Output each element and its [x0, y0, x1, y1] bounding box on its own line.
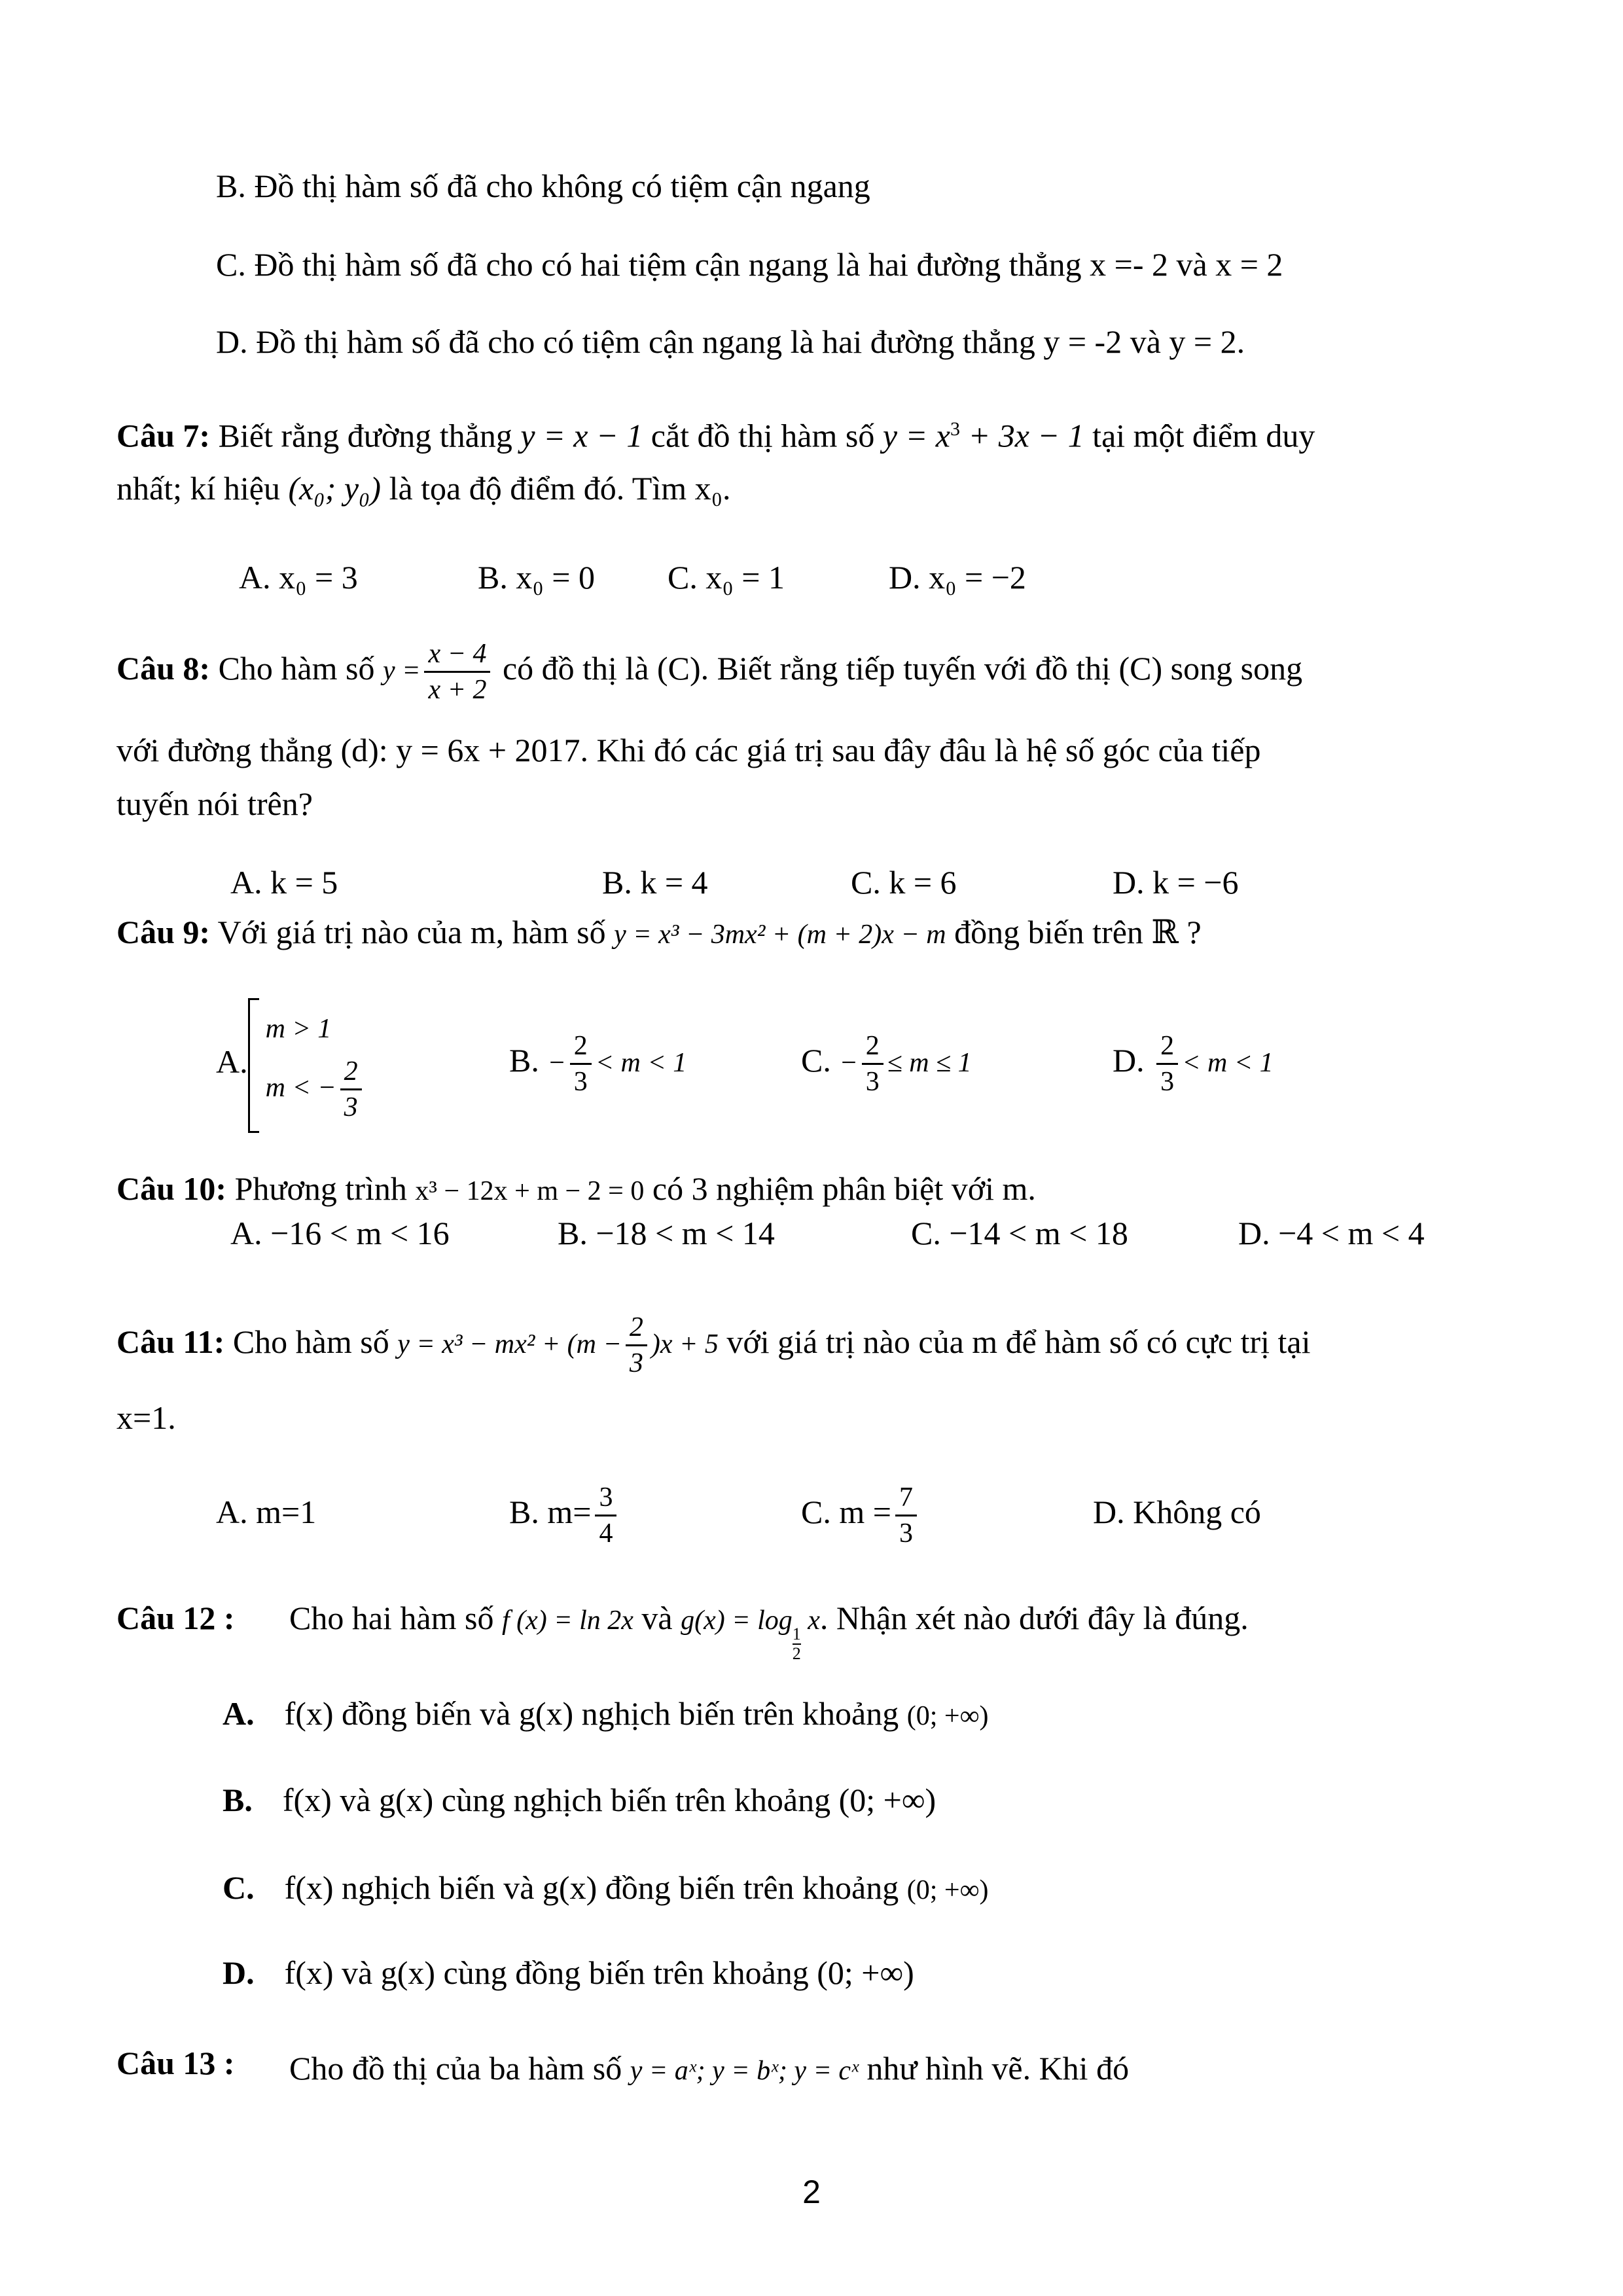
- q10-stem: Câu 10: Phương trình x³ − 12x + m − 2 = 0 có 3 nghiệm phân biệt với m.: [116, 1170, 1036, 1207]
- q8-stem-line2: với đường thẳng (d): y = 6x + 2017. Khi đó các giá trị sau đây đâu là hệ số góc của tiếp: [116, 732, 1261, 768]
- q7-stem: Câu 7: Biết rằng đường thẳng y = x − 1 cắt đồ thị hàm số $y = x^3 + 3x - 1$ tại một điểm duy: [116, 417, 1315, 454]
- q7-stem-line2: nhất; kí hiệu (x₀; y₀) là tọa độ điểm đó. Tìm x₀.: [116, 470, 731, 507]
- q10-option-c: C. −14 < m < 18: [911, 1215, 1128, 1251]
- q6-option-d: D. Đồ thị hàm số đã cho có tiệm cận ngang là hai đường thẳng y = -2 và y = 2.: [216, 323, 1245, 360]
- q8-fraction: $\frac{x - 4}{x + 2}$: [424, 637, 490, 707]
- q9-option-a: A. m > 1 m < − $\frac{2}{3}$: [216, 990, 366, 1134]
- q12-stem-text: Cho hai hàm số f (x) = ln 2x và g(x) = log $\frac{1}{2}$ x. Nhận xét nào dưới đây là đúng.: [289, 1600, 1249, 1663]
- q7-option-b: B. x₀ = 0: [478, 559, 595, 596]
- q11-option-d: D. Không có: [1093, 1494, 1261, 1530]
- q11-option-c: C. m = $\frac{7}{3}$: [801, 1473, 921, 1551]
- q10-option-b: B. −18 < m < 14: [558, 1215, 775, 1251]
- q8-option-d: D. k = −6: [1113, 864, 1239, 901]
- q13-stem-text: Cho đồ thị của ba hàm số y = aˣ; y = bˣ; y = cˣ như hình vẽ. Khi đó: [289, 2050, 1130, 2087]
- q8-option-b: B. k = 4: [602, 864, 708, 901]
- q10-eq: x³ − 12x + m − 2 = 0: [415, 1176, 645, 1206]
- q7-text-2: cắt đồ thị hàm số: [643, 417, 883, 454]
- q11-stem-line2: x=1.: [116, 1399, 176, 1436]
- q11-label: Câu 11:: [116, 1323, 225, 1360]
- q12-option-b: B. f(x) và g(x) cùng nghịch biến trên khoảng (0; +∞): [223, 1782, 936, 1818]
- q13-label: Câu 13 :: [116, 2045, 235, 2081]
- q7-text-3: tại một điểm duy: [1084, 417, 1315, 454]
- q9-option-c: C. − $\frac{2}{3}$ ≤ m ≤ 1: [801, 1021, 972, 1102]
- q10-label: Câu 10:: [116, 1170, 227, 1207]
- q7-label: Câu 7:: [116, 417, 211, 454]
- q8-option-a: A. k = 5: [230, 864, 338, 901]
- q12-label: Câu 12 :: [116, 1600, 235, 1636]
- q8-stem-line3: tuyến nói trên?: [116, 785, 313, 822]
- q7-option-c: C. x₀ = 1: [668, 559, 785, 596]
- q7-eq-cubic-b: + 3x − 1: [959, 417, 1084, 454]
- q9-option-d: D. $\frac{2}{3}$ < m < 1: [1113, 1021, 1274, 1102]
- q9-eq: y = x³ − 3mx² + (m + 2)x − m: [614, 920, 946, 950]
- q10-option-a: A. −16 < m < 16: [230, 1215, 450, 1251]
- q7-eq-line: y = x − 1: [520, 417, 643, 454]
- q9-label: Câu 9:: [116, 914, 211, 950]
- q6-option-c: C. Đồ thị hàm số đã cho có hai tiệm cận ngang là hai đường thẳng x =- 2 và x = 2: [216, 246, 1283, 283]
- q11-stem: Câu 11: Cho hàm số y = x³ − mx² + (m − $\frac{2}{3}$ )x + 5 với giá trị nào của m để hàm số có cực trị tại: [116, 1302, 1310, 1384]
- q10-option-d: D. −4 < m < 4: [1238, 1215, 1425, 1251]
- q8-label: Câu 8:: [116, 650, 211, 687]
- q9-option-b: B. − $\frac{2}{3}$ < m < 1: [509, 1021, 687, 1102]
- q7-option-d: D. x₀ = −2: [889, 559, 1026, 596]
- q11-option-a: A. m=1: [216, 1494, 317, 1530]
- q7-option-a: A. x₀ = 3: [239, 559, 358, 596]
- q12-option-c: C. f(x) nghịch biến và g(x) đồng biến trên khoảng (0; +∞): [223, 1869, 989, 1906]
- q7-point: (x₀; y₀): [288, 470, 382, 507]
- q7-eq-cubic-a: y = x: [882, 417, 950, 454]
- q6-option-b: B. Đồ thị hàm số đã cho không có tiệm cận ngang: [216, 168, 870, 204]
- q9-stem: Câu 9: Với giá trị nào của m, hàm số y = x³ − 3mx² + (m + 2)x − m đồng biến trên ℝ ?: [116, 914, 1202, 950]
- q12-stem: [116, 1597, 235, 1639]
- q8-option-c: C. k = 6: [851, 864, 957, 901]
- q12-option-a: A. f(x) đồng biến và g(x) nghịch biến trên khoảng (0; +∞): [223, 1695, 989, 1732]
- q7-text-1: Biết rằng đường thẳng: [210, 417, 521, 454]
- q8-stem: Câu 8: Cho hàm số y = $\frac{x - 4}{x + 2}$ có đồ thị là (C). Biết rằng tiếp tuyến với đồ thị (C) song song: [116, 632, 1302, 707]
- page-number: 2: [802, 2174, 821, 2210]
- q13-stem: [116, 2042, 235, 2084]
- q12-option-d: D. f(x) và g(x) cùng đồng biến trên khoảng (0; +∞): [223, 1954, 914, 1991]
- q11-option-b: B. m= $\frac{3}{4}$: [509, 1473, 620, 1551]
